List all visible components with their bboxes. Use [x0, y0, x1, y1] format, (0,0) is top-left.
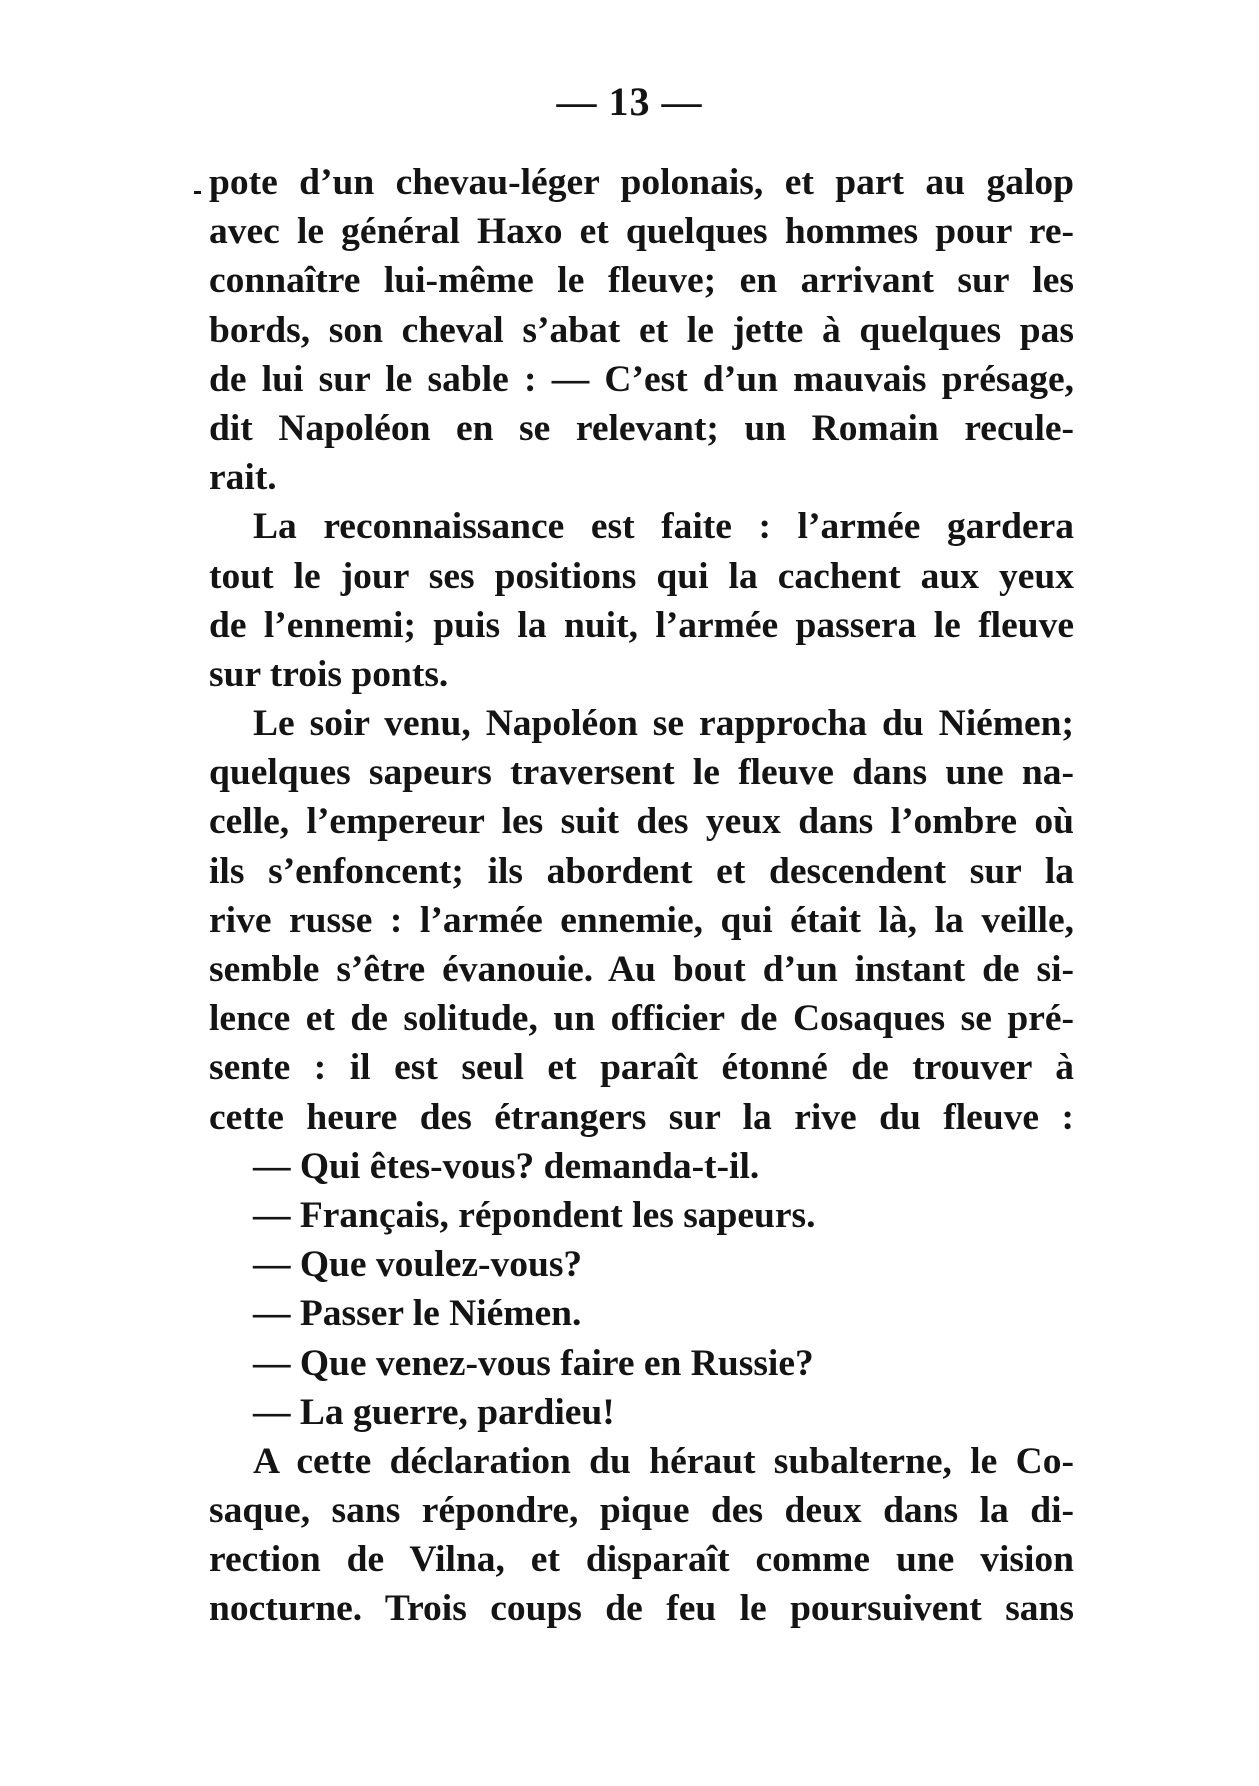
text-line: avec le général Haxo et quelques hommes pour re-: [209, 211, 1074, 253]
text-line: saque, sans répondre, pique des deux dans la di-: [209, 1490, 1074, 1532]
text-line: dit Napoléon en se relevant; un Romain recule-: [209, 407, 1074, 449]
text-line: quelques sapeurs traversent le fleuve dans une na-: [209, 752, 1074, 794]
paragraph-2: [209, 502, 1074, 699]
text-line: de lui sur le sable : — C’est d’un mauvais présage,: [209, 358, 1074, 400]
dialogue-line: — Passer le Niémen.: [253, 1293, 582, 1335]
text-line: rait.: [209, 457, 277, 499]
text-line: Le soir venu, Napoléon se rapprocha du Niémen;: [253, 703, 1074, 745]
text-line: de l’ennemi; puis la nuit, l’armée passera le fleuve: [209, 604, 1074, 646]
text-line: nocturne. Trois coups de feu le poursuivent sans: [209, 1588, 1074, 1630]
text-line: sente : il est seul et paraît étonné de trouver à: [209, 1047, 1074, 1089]
print-mark: [194, 191, 201, 194]
text-line: lence et de solitude, un officier de Cosaques se pré-: [209, 998, 1074, 1040]
text-line: sur trois ponts.: [209, 653, 449, 695]
paragraph-3: [209, 699, 1074, 1142]
text-line: bords, son cheval s’abat et le jette à quelques pas: [209, 309, 1074, 351]
dialogue-line: — Qui êtes-vous? demanda-t-il.: [253, 1145, 760, 1187]
text-line: tout le jour ses positions qui la cachent aux yeux: [209, 555, 1074, 597]
text-line: ils s’enfoncent; ils abordent et descendent sur la: [209, 850, 1074, 892]
dialogue-line: — Français, répondent les sapeurs.: [253, 1194, 816, 1236]
paragraph-1: [209, 158, 1074, 502]
text-line: pote d’un chevau-léger polonais, et part au galop: [209, 162, 1074, 203]
text-line: rection de Vilna, et disparaît comme une vision: [209, 1539, 1074, 1581]
text-line: connaître lui-même le fleuve; en arrivant sur les: [209, 260, 1074, 302]
text-line: celle, l’empereur les suit des yeux dans l’ombre où: [209, 801, 1074, 843]
dialogue-line: — Que venez-vous faire en Russie?: [253, 1342, 814, 1384]
text-line: cette heure des étrangers sur la rive du fleuve :: [209, 1096, 1074, 1138]
dialogue-line: — La guerre, pardieu!: [253, 1391, 615, 1433]
page-number: — 13 —: [556, 79, 703, 124]
dialogue: [209, 1142, 1074, 1437]
text-line: semble s’être évanouie. Au bout d’un instant de si-: [209, 949, 1074, 990]
body-text: [209, 158, 1074, 1634]
text-line: rive russe : l’armée ennemie, qui était là, la veille,: [209, 899, 1074, 941]
text-line: A cette déclaration du héraut subalterne, le Co-: [253, 1440, 1074, 1482]
dialogue-line: — Que voulez-vous?: [253, 1244, 583, 1286]
text-line: La reconnaissance est faite : l’armée gardera: [253, 506, 1074, 548]
paragraph-closing: [209, 1437, 1074, 1634]
